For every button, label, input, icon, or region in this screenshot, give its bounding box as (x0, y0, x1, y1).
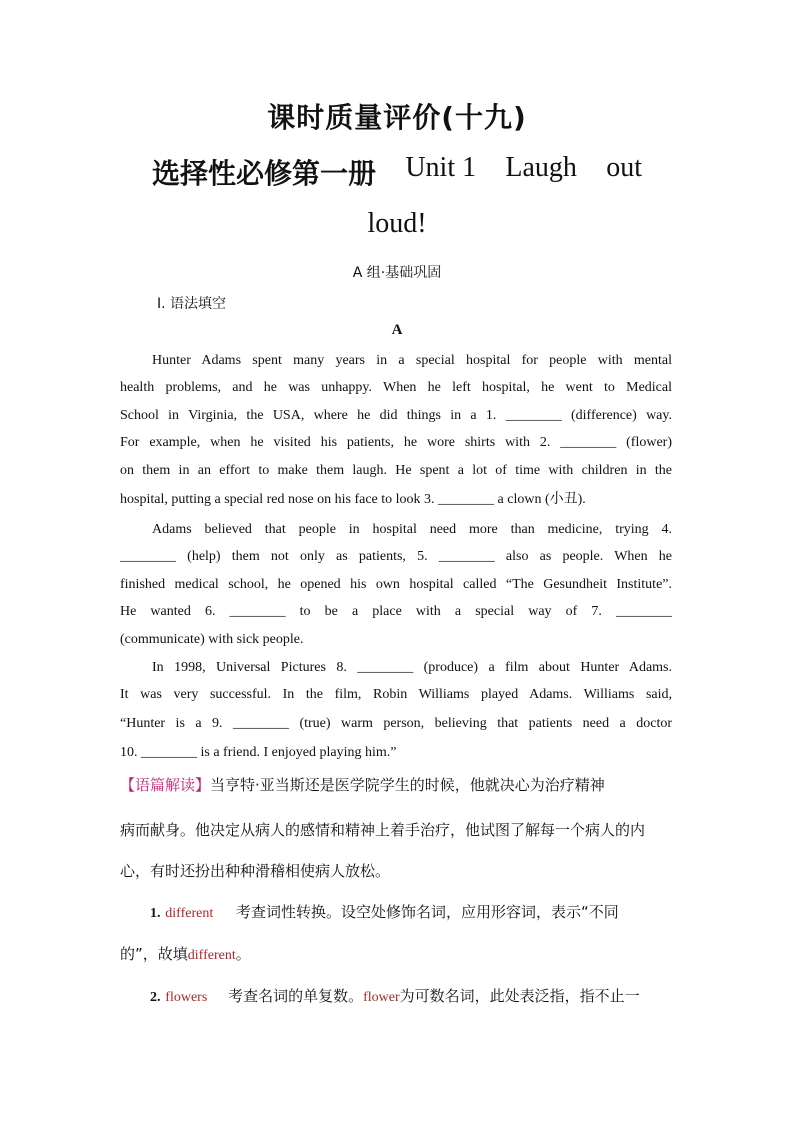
passage-text (120, 351, 672, 771)
subtitle-line2: loud! (367, 208, 427, 239)
answer-number: 2. (150, 990, 161, 1005)
analysis-tag: 【语篇解读】 (120, 776, 211, 794)
subtitle-laugh: Laugh (505, 152, 577, 183)
subtitle-out: out (606, 152, 642, 183)
analysis-text: 当亨特·亚当斯还是医学院学生的时候，他就决心为治疗精神 (210, 776, 605, 794)
analysis-line: 病而献身。他决定从病人的感情和精神上着手治疗，他试图了解每一个病人的内 (120, 821, 646, 839)
answer-explanation: 考查名词的单复数。 (228, 987, 364, 1005)
passage-line: on them in an effort to make them laugh. He spent a lot of time with children in the (120, 463, 672, 478)
group-label: A 组·基础巩固 (352, 265, 442, 281)
passage-line: finished medical school, he opened his own hospital called “The Gesundheit Institute”. (120, 577, 672, 592)
passage-letter: A (391, 322, 403, 338)
analysis-line: 心，有时还扮出种种滑稽相使病人放松。 (120, 862, 391, 880)
answer-explanation-cont (120, 944, 672, 966)
subtitle-cn: 选择性必修第一册 (152, 157, 377, 190)
passage-line: “Hunter is a 9. ________ (true) warm person, believing that patients need a doctor (120, 716, 672, 731)
answer-text: 。 (235, 945, 251, 963)
answer-item (150, 986, 672, 1008)
passage-line: health problems, and he was unhappy. When he left hospital, he went to Medical (120, 380, 672, 395)
section-label: Ⅰ. 语法填空 (157, 296, 227, 312)
passage-line: (communicate) with sick people. (120, 632, 304, 647)
passage-line: 10. ________ is a friend. I enjoyed playing him.” (120, 745, 397, 760)
passage-line: School in Virginia, the USA, where he did things in a 1. ________ (difference) way. (120, 408, 672, 423)
answer-word-inline: different (187, 948, 236, 963)
subtitle-unit: Unit 1 (405, 152, 477, 183)
passage-line: Hunter Adams spent many years in a special hospital for people with mental (152, 353, 672, 368)
passage-line: For example, when he visited his patients, he wore shirts with 2. ________ (flower) (120, 435, 672, 450)
answer-explanation: 为可数名词，此处表泛指，指不止一 (399, 987, 640, 1005)
answer-word: different (165, 906, 214, 921)
passage-line: Adams believed that people in hospital need more than medicine, trying 4. (152, 522, 672, 537)
passage-line: It was very successful. In the film, Robin Williams played Adams. Williams said, (120, 687, 672, 702)
answer-number: 1. (150, 906, 161, 921)
page-subtitle (152, 152, 642, 192)
page-title: 课时质量评价(十九) (267, 101, 527, 134)
answer-word-inline: flower (363, 990, 400, 1005)
passage-line: ________ (help) them not only as patients, 5. ________ also as people. When he (120, 549, 672, 564)
passage-line: He wanted 6. ________ to be a place with a special way of 7. ________ (120, 604, 672, 619)
passage-line: hospital, putting a special red nose on his face to look 3. ________ a clown (小丑). (120, 492, 586, 507)
analysis-line (120, 775, 672, 795)
answer-explanation: 考查词性转换。设空处修饰名词，应用形容词，表示“不同 (236, 903, 619, 921)
answer-text: 的”，故填 (120, 945, 188, 963)
answer-word: flowers (165, 990, 208, 1005)
passage-line: In 1998, Universal Pictures 8. ________ (produce) a film about Hunter Adams. (152, 660, 672, 675)
answer-item (150, 902, 672, 924)
